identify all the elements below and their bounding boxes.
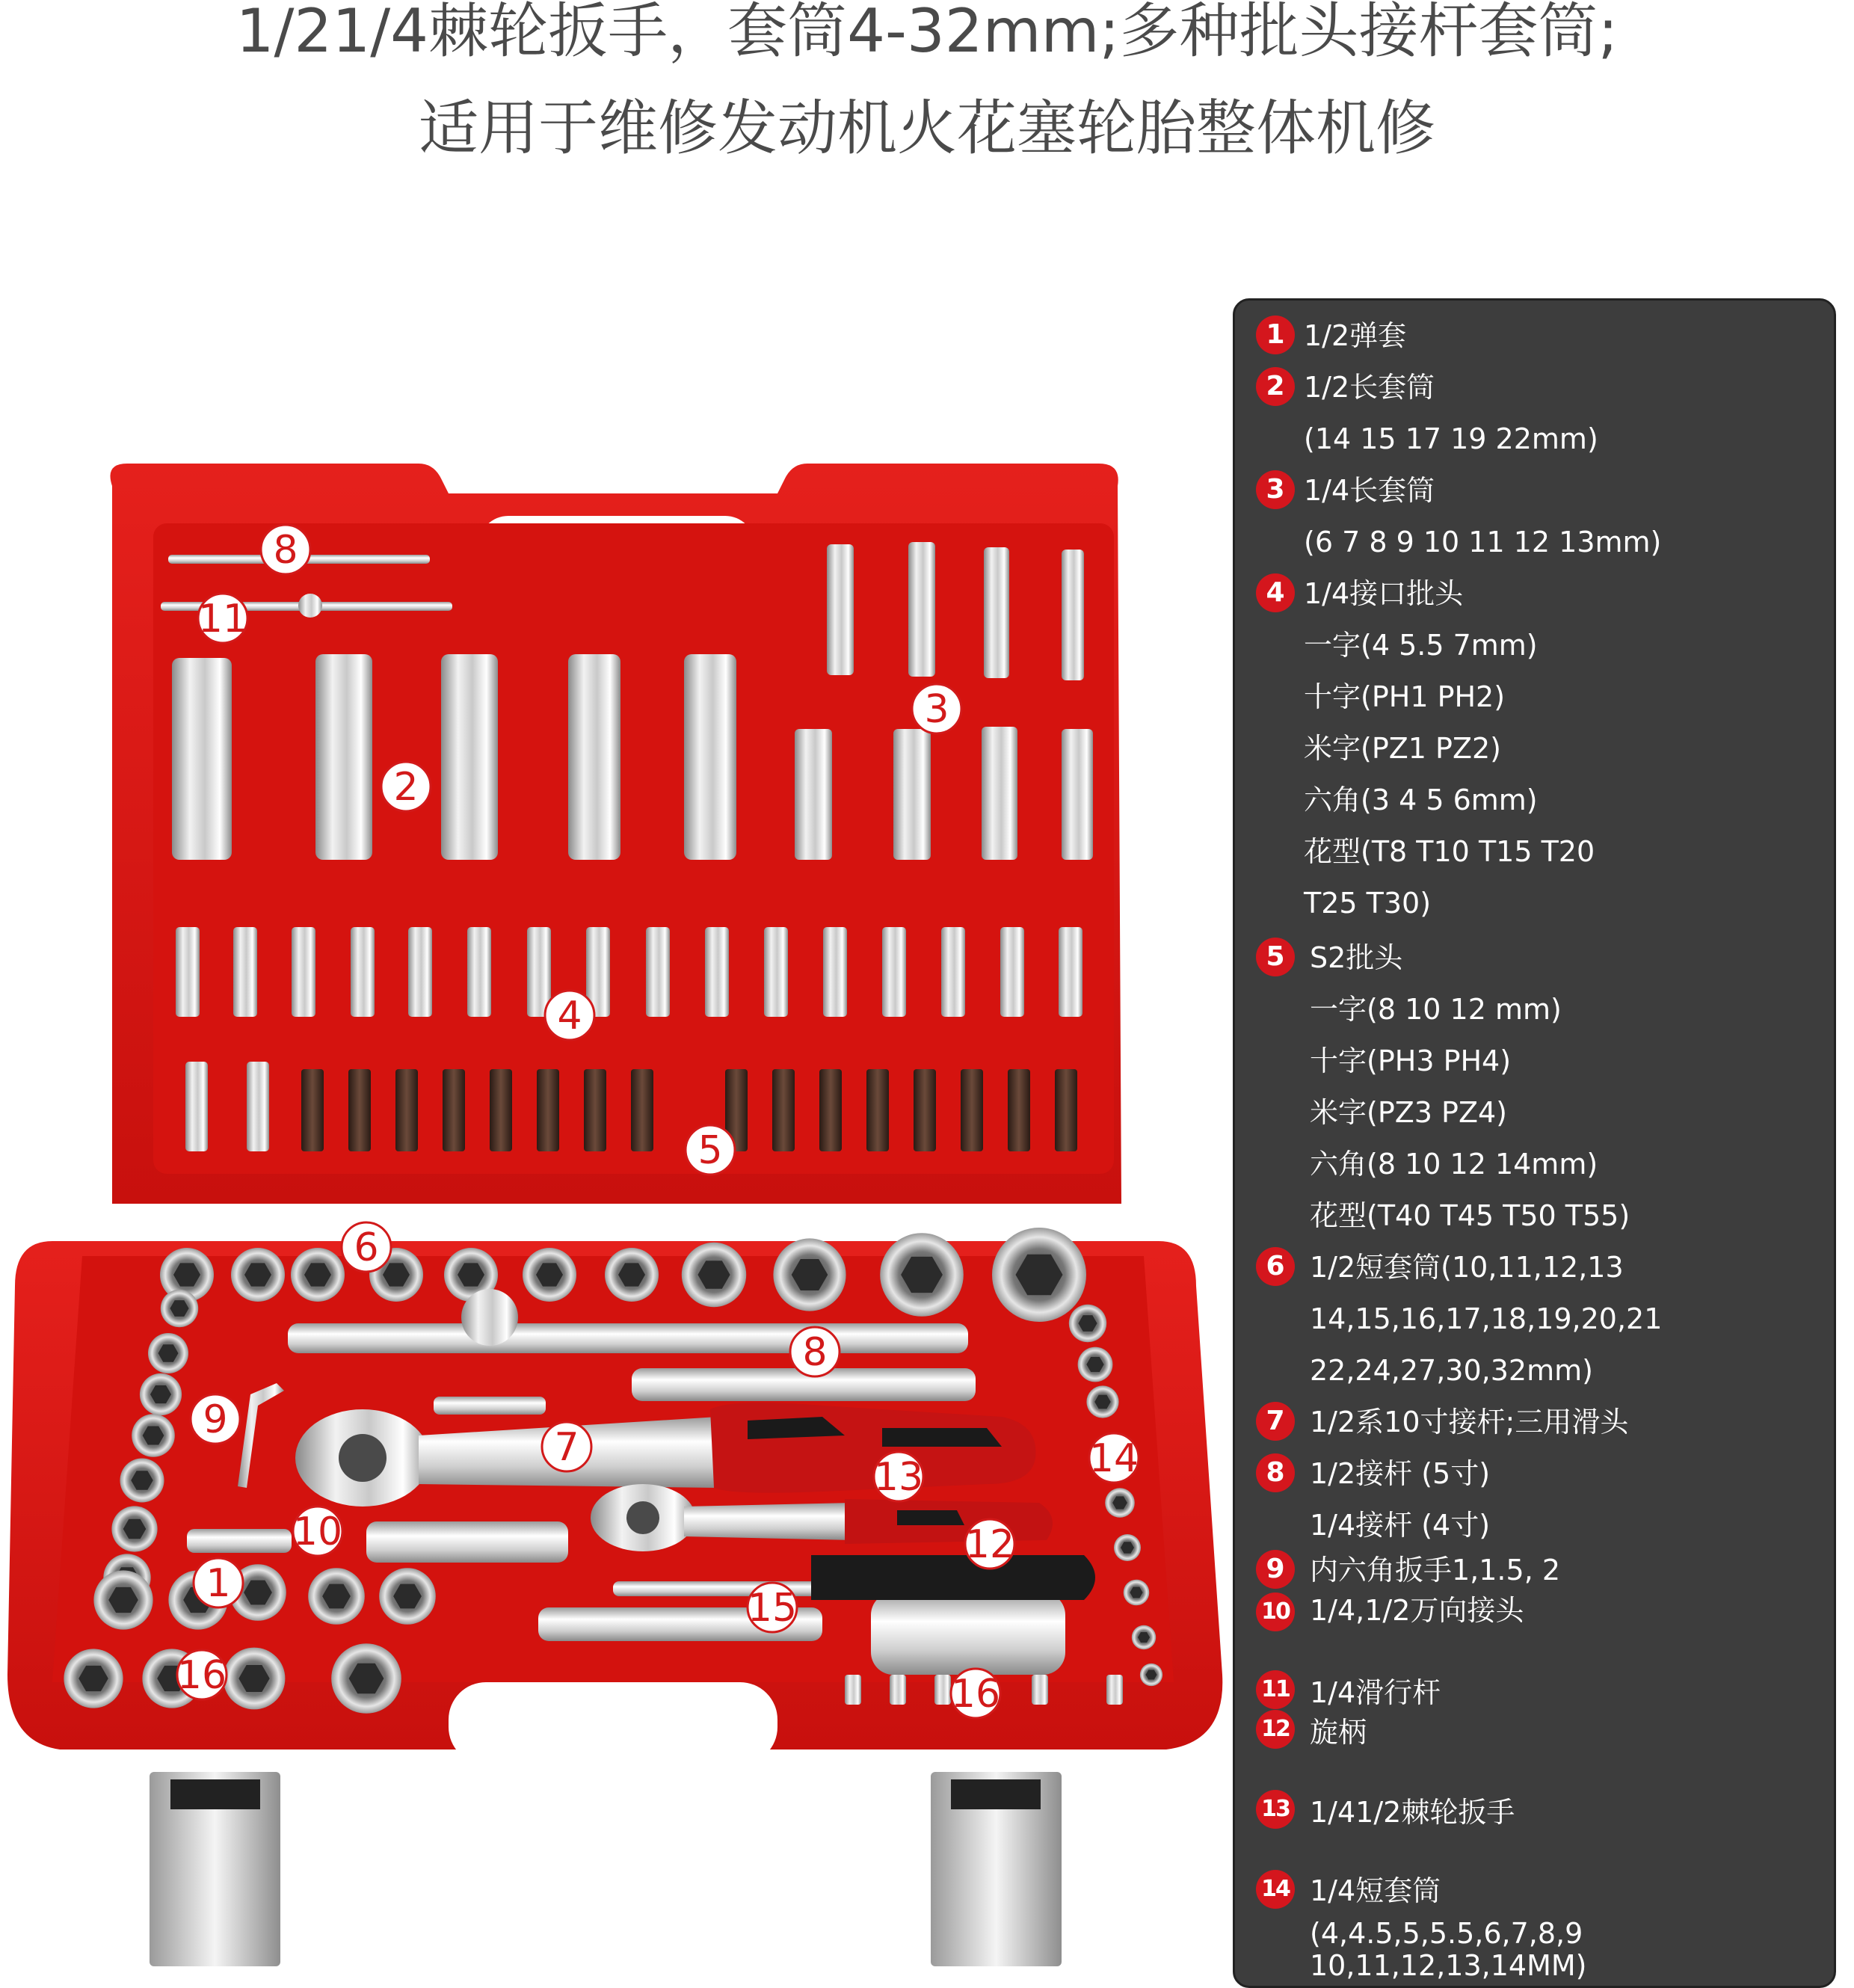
svg-text:9: 9 [203, 1397, 228, 1442]
callout-9 [191, 1394, 240, 1444]
callout-11 [198, 594, 247, 643]
svg-text:16: 16 [176, 1653, 227, 1698]
legend-badge-6: 6 [1256, 1247, 1295, 1286]
svg-text:13: 13 [873, 1455, 924, 1500]
legend-badge-13: 13 [1256, 1790, 1295, 1829]
svg-text:14: 14 [1088, 1436, 1139, 1481]
legend-text: 米字(PZ3 PZ4) [1310, 1096, 1507, 1129]
legend-text: 十字(PH3 PH4) [1310, 1044, 1512, 1077]
legend-text: (14 15 17 19 22mm) [1304, 422, 1598, 455]
legend-badge-5: 5 [1256, 938, 1295, 976]
legend-badge-11: 11 [1256, 1670, 1295, 1709]
legend-text: 1/41/2棘轮扳手 [1310, 1796, 1515, 1829]
legend-text: 1/2长套筒 [1304, 371, 1435, 404]
callout-6 [342, 1222, 391, 1272]
callout-10 [293, 1507, 342, 1556]
legend-text: 1/2短套筒(10,11,12,13 [1310, 1251, 1624, 1284]
callout-3 [912, 684, 961, 733]
svg-text:7: 7 [554, 1425, 579, 1470]
legend-badge-14: 14 [1256, 1870, 1295, 1909]
callout-8-bottom [790, 1327, 840, 1376]
legend-text: 花型(T40 T45 T50 T55) [1310, 1199, 1630, 1232]
legend-text: 1/4接杆 (4寸) [1310, 1509, 1491, 1542]
legend-badge-2: 2 [1256, 367, 1295, 406]
legend-badge-3: 3 [1256, 470, 1295, 509]
legend-badge-4: 4 [1256, 573, 1295, 612]
callout-12 [965, 1519, 1014, 1569]
legend-text: 14,15,16,17,18,19,20,21 [1310, 1302, 1663, 1335]
legend-text: 花型(T8 T10 T15 T20 [1304, 835, 1595, 868]
legend-badge-9: 9 [1256, 1550, 1295, 1589]
headline-line-2: 适用于维修发动机火花塞轮胎整体机修 [419, 93, 1435, 163]
legend-text: 内六角扳手1,1.5, 2 [1310, 1554, 1561, 1587]
svg-text:10: 10 [292, 1510, 343, 1554]
svg-text:2: 2 [393, 765, 419, 810]
legend-text: 1/4接口批头 [1304, 577, 1464, 610]
svg-text:3: 3 [924, 687, 949, 732]
svg-text:4: 4 [557, 994, 582, 1038]
svg-text:12: 12 [964, 1522, 1015, 1567]
legend-badge-1: 1 [1256, 316, 1295, 354]
legend-text: 1/4长套筒 [1304, 474, 1435, 507]
svg-text:5: 5 [697, 1128, 723, 1173]
callout-16-right [951, 1669, 1000, 1718]
legend-text: 一字(8 10 12 mm) [1310, 993, 1562, 1026]
legend-text: 1/4短套筒 [1310, 1874, 1441, 1907]
svg-text:11: 11 [197, 597, 248, 641]
legend-text: 1/2系10寸接杆;三用滑头 [1310, 1406, 1629, 1438]
legend-text: 1/4滑行杆 [1310, 1676, 1441, 1709]
legend-text: (4,4.5,5,5.5,6,7,8,9 [1310, 1917, 1583, 1950]
legend-badge-8: 8 [1256, 1453, 1295, 1492]
legend-text: 1/4,1/2万向接头 [1310, 1594, 1524, 1627]
legend-panel [1233, 298, 1836, 1988]
svg-text:8: 8 [273, 528, 298, 573]
callout-7 [542, 1422, 591, 1471]
legend-text: S2批头 [1310, 941, 1403, 974]
legend-text: 1/2弹套 [1304, 319, 1407, 352]
callout-4 [545, 991, 594, 1040]
legend-text: 米字(PZ1 PZ2) [1304, 732, 1501, 765]
legend-badge-7: 7 [1256, 1402, 1295, 1441]
svg-text:1: 1 [206, 1561, 231, 1606]
callout-16-left [177, 1650, 227, 1699]
legend-text: 六角(8 10 12 14mm) [1310, 1148, 1598, 1181]
svg-text:6: 6 [354, 1225, 379, 1270]
callout-1 [194, 1558, 243, 1607]
legend-badge-10: 10 [1256, 1592, 1295, 1631]
legend-text: 22,24,27,30,32mm) [1310, 1354, 1593, 1387]
legend-text: 10,11,12,13,14MM) [1310, 1949, 1587, 1982]
callout-5 [686, 1125, 735, 1175]
legend-badge-12: 12 [1256, 1710, 1295, 1749]
svg-text:8: 8 [802, 1330, 828, 1375]
legend-text: 1/2接杆 (5寸) [1310, 1457, 1491, 1490]
callout-2 [381, 762, 431, 811]
legend-text: 旋柄 [1310, 1716, 1367, 1749]
legend-text: 十字(PH1 PH2) [1304, 680, 1506, 713]
toolbox-photo [0, 419, 1226, 1962]
legend-text: (6 7 8 9 10 11 12 13mm) [1304, 526, 1662, 558]
svg-text:16: 16 [950, 1672, 1001, 1717]
legend-text: 六角(3 4 5 6mm) [1304, 784, 1538, 816]
svg-text:15: 15 [747, 1586, 798, 1631]
legend-text: T25 T30) [1304, 887, 1432, 920]
headline-line-1: 1/21/4棘轮扳手，套筒4-32mm;多种批头接杆套筒; [235, 0, 1619, 66]
callout-14 [1089, 1433, 1139, 1483]
legend-text: 一字(4 5.5 7mm) [1304, 629, 1538, 662]
callout-15 [748, 1583, 797, 1632]
callout-13 [874, 1452, 923, 1501]
callout-8-top [261, 525, 310, 574]
